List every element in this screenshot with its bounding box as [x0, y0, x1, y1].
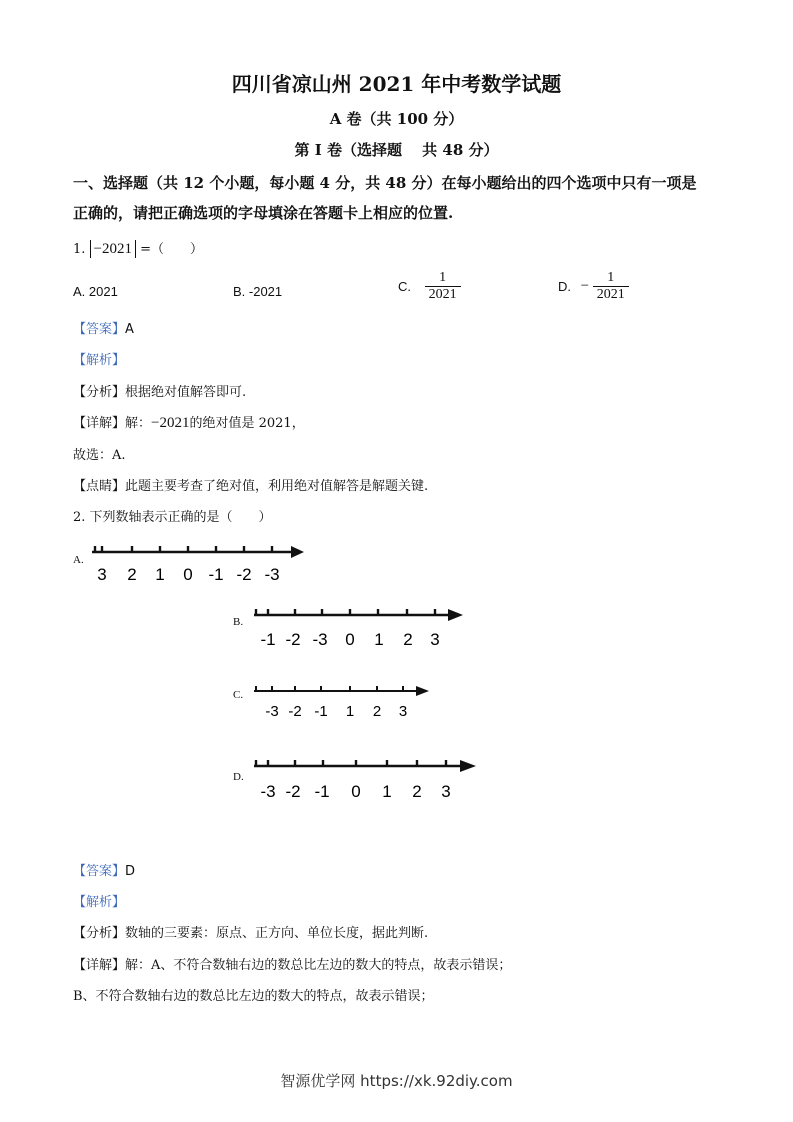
answer-value: D — [125, 864, 136, 879]
q1-dianjing: 【点睛】此题主要考查了绝对值，利用绝对值解答是解题关键. — [73, 479, 429, 494]
q1-option-a: A. 2021 — [73, 284, 118, 299]
tick-label: 3 — [97, 565, 107, 584]
minus-sign: − — [580, 278, 590, 294]
answer-tag: 【答案】 — [73, 864, 126, 879]
q1-guxuan: 故选：A. — [73, 448, 126, 463]
tick-label: -1 — [260, 630, 276, 649]
footer-watermark: 智源优学网 https://xk.92diy.com — [280, 1072, 513, 1090]
number-line-a-letter: A. — [73, 554, 84, 566]
fraction-d — [593, 270, 629, 303]
tick-label: 0 — [345, 630, 355, 649]
section-subtitle: 第 I 卷（选择题 共 48 分） — [294, 141, 499, 159]
fraction-d-numerator: 1 — [607, 270, 615, 285]
number-line-b-letter: B. — [233, 616, 244, 628]
tick-label: 1 — [374, 630, 384, 649]
number-line-b — [250, 603, 470, 651]
xiangjie-math: −2021 — [151, 415, 190, 431]
fraction-d-denominator: 2021 — [593, 286, 629, 303]
question-1-tail: =（ ） — [140, 242, 204, 257]
tick-label: 2 — [403, 630, 413, 649]
tick-label: -2 — [288, 703, 302, 720]
q1-xiangjie — [73, 412, 305, 432]
tick-label: 2 — [412, 782, 422, 801]
tick-label: -1 — [208, 565, 224, 584]
question-1-stem — [73, 238, 203, 258]
tick-label: -2 — [285, 630, 301, 649]
xiangjie-suffix: 的绝对值是 2021， — [189, 416, 305, 431]
tick-label: -2 — [285, 782, 301, 801]
number-line-d-letter: D. — [233, 771, 244, 783]
tick-label: -3 — [265, 703, 279, 720]
absolute-value-expression: −2021 — [90, 240, 136, 258]
tick-label: -1 — [314, 703, 328, 720]
q1-option-d-label: D. — [558, 279, 571, 294]
number-line-c — [250, 680, 440, 722]
q2-xiangjie: 【详解】解：A、不符合数轴右边的数总比左边的数大的特点，故表示错误； — [73, 958, 512, 973]
number-line-d — [250, 755, 485, 803]
tick-label: -2 — [236, 565, 252, 584]
tick-label: 3 — [430, 630, 440, 649]
exam-title: 四川省凉山州 2021 年中考数学试题 — [231, 72, 562, 96]
tick-label: 1 — [155, 565, 165, 584]
q1-option-c-label: C. — [398, 279, 411, 294]
tick-label: 0 — [183, 565, 193, 584]
tick-label: 0 — [351, 782, 361, 801]
fraction-c-numerator: 1 — [439, 270, 447, 285]
instructions-line-1: 一、选择题（共 12 个小题，每小题 4 分，共 48 分）在每小题给出的四个选项中只有一项是 — [73, 174, 697, 192]
tick-label: 3 — [398, 703, 408, 720]
number-line-c-letter: C. — [233, 689, 244, 701]
tick-label: -1 — [314, 782, 330, 801]
q1-analysis-tag: 【解析】 — [73, 353, 126, 368]
q1-option-c — [398, 270, 461, 303]
tick-label: 3 — [441, 782, 451, 801]
q2-answer — [73, 860, 135, 879]
xiangjie-prefix: 【详解】解： — [73, 416, 152, 431]
fraction-c — [425, 270, 461, 303]
tick-label: 1 — [382, 782, 392, 801]
q2-analysis-tag: 【解析】 — [73, 895, 126, 910]
question-number: 1. — [73, 242, 86, 257]
answer-tag: 【答案】 — [73, 322, 126, 337]
tick-label: 2 — [127, 565, 137, 584]
answer-value: A — [125, 322, 134, 337]
tick-label: -3 — [312, 630, 328, 649]
tick-label: 2 — [372, 703, 382, 720]
q2-b-explanation: B、不符合数轴右边的数总比左边的数大的特点，故表示错误； — [73, 989, 434, 1004]
tick-label: -3 — [264, 565, 280, 584]
q1-option-d — [558, 270, 629, 303]
tick-label: -3 — [260, 782, 276, 801]
paper-subtitle: A 卷（共 100 分） — [329, 110, 464, 128]
instructions-line-2: 正确的，请把正确选项的字母填涂在答题卡上相应的位置. — [73, 204, 454, 222]
q1-answer — [73, 318, 134, 337]
q2-fenxi: 【分析】数轴的三要素：原点、正方向、单位长度，据此判断. — [73, 926, 429, 941]
question-2-stem: 2. 下列数轴表示正确的是（ ） — [73, 510, 272, 525]
tick-label: 1 — [345, 703, 355, 720]
number-line-a — [88, 540, 313, 585]
q1-option-b: B. -2021 — [233, 284, 283, 299]
q1-fenxi: 【分析】根据绝对值解答即可. — [73, 385, 247, 400]
fraction-c-denominator: 2021 — [425, 286, 461, 303]
